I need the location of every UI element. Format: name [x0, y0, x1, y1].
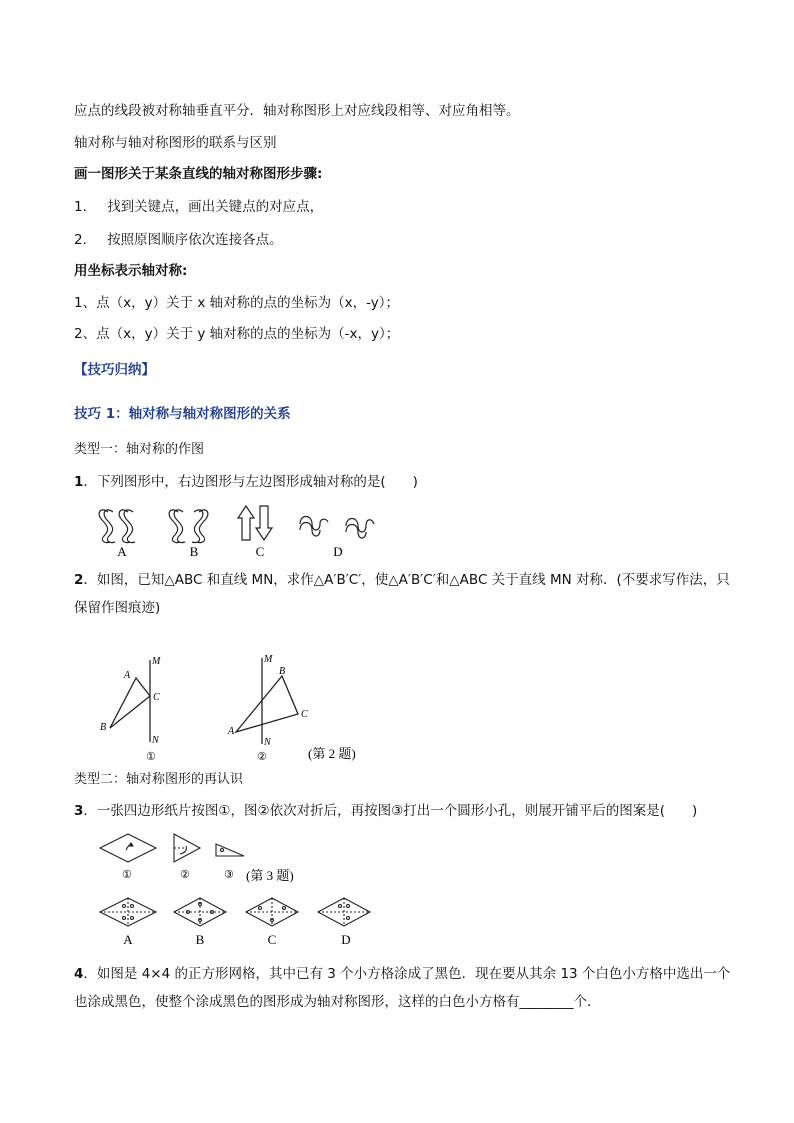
q3-option-d-label: D: [341, 932, 351, 947]
question-3-figure: [96, 830, 396, 952]
fold-step-3-label: ③: [224, 869, 234, 881]
option-c-label: C: [255, 544, 265, 559]
fig1-label-n: N: [152, 735, 159, 746]
coordinate-rule-1: 1、点（x，y）关于 x 轴对称的点的坐标为（x，-y）；: [74, 295, 400, 311]
question-4: [74, 960, 734, 1016]
paragraph-line-1: 应点的线段被对称轴垂直平分．轴对称图形上对应线段相等、对应角相等。: [74, 103, 520, 119]
question-1: [74, 472, 418, 492]
option-a-label: A: [117, 544, 127, 559]
paragraph-line-2: 轴对称与轴对称图形的联系与区别: [74, 135, 277, 151]
question-3-text: ．一张四边形纸片按图①，图②依次对折后，再按图③打出一个圆形小孔，则展开铺平后的图案是( ): [83, 803, 698, 819]
fig2-label-n: N: [264, 737, 271, 748]
question-3: [74, 801, 697, 821]
tip-1-title: 技巧 1：轴对称与轴对称图形的关系: [74, 406, 291, 422]
question-1-figure: [94, 500, 394, 560]
fig2-label-c: C: [301, 709, 308, 720]
question-2-number: 2: [74, 572, 84, 588]
coordinate-rule-2: 2、点（x，y）关于 y 轴对称的点的坐标为（-x，y）；: [74, 326, 400, 342]
question-4-text: ．如图是 4×4 的正方形网格，其中已有 3 个小方格涂成了黑色．现在要从其余 13 个白色小方格中选出一个也涂成黑色，使整个涂成黑色的图形成为轴对称图形，这样的白色小方格有________个．: [74, 966, 731, 1010]
question-2-text: ．如图，已知△ABC 和直线 MN，求作△A′B′C′，使△A′B′C′和△ABC 关于直线 MN 对称．(不要求写作法，只保留作图痕迹): [74, 572, 730, 616]
question-2-figure: [94, 650, 394, 770]
tips-header: 【技巧归纳】: [74, 362, 155, 378]
step-2-number: 2.: [74, 232, 87, 248]
option-b-label: B: [189, 544, 199, 559]
step-2-text: 按照原图顺序依次连接各点。: [107, 232, 283, 248]
type-1-label: 类型一：轴对称的作图: [74, 442, 205, 457]
fig2-label-a: A: [228, 726, 235, 737]
fig1-label-b: B: [100, 722, 107, 733]
question-1-text: ．下列图形中，右边图形与左边图形成轴对称的是( ): [83, 474, 418, 490]
fig2-number: ②: [257, 751, 267, 763]
steps-heading: 画一图形关于某条直线的轴对称图形步骤:: [74, 166, 323, 182]
step-1: [74, 197, 323, 217]
fig2-label-b: B: [279, 666, 286, 677]
q3-option-c-label: C: [267, 932, 277, 947]
q3-option-a-label: A: [123, 932, 133, 947]
coordinate-heading: 用坐标表示轴对称:: [74, 263, 188, 279]
fold-step-2-label: ②: [180, 869, 190, 881]
figure-2-caption: (第 2 题): [308, 746, 356, 761]
type-2-label: 类型二：轴对称图形的再认识: [74, 772, 244, 787]
fold-step-1-label: ①: [122, 869, 132, 881]
question-1-number: 1: [74, 474, 84, 490]
figure-3-caption: (第 3 题): [246, 868, 294, 883]
question-3-number: 3: [74, 803, 84, 819]
question-2: [74, 566, 734, 622]
fig2-label-m: M: [264, 654, 273, 665]
question-4-number: 4: [74, 966, 84, 982]
q3-option-b-label: B: [195, 932, 205, 947]
fig1-label-c: C: [153, 692, 160, 703]
step-2: [74, 230, 283, 250]
step-1-number: 1.: [74, 199, 87, 215]
step-1-text: 找到关键点，画出关键点的对应点，: [107, 199, 324, 215]
option-d-label: D: [333, 544, 343, 559]
fig1-number: ①: [146, 751, 156, 763]
fig1-label-a: A: [124, 670, 131, 681]
fig1-label-m: M: [152, 656, 161, 667]
